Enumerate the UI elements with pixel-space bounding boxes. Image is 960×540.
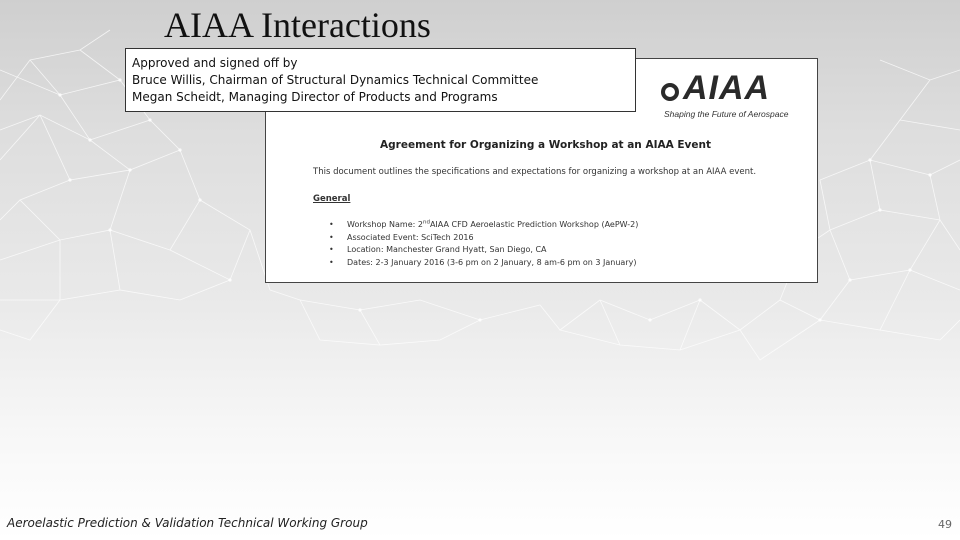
bullet-icon: •: [329, 232, 334, 242]
bullet-icon: •: [329, 257, 334, 267]
aiaa-logo-tagline: Shaping the Future of Aerospace: [664, 109, 789, 119]
footer-group-name: Aeroelastic Prediction & Validation Technical Working Group: [7, 516, 368, 530]
approval-callout: [125, 48, 636, 112]
approval-line-3: Megan Scheidt, Managing Director of Products and Programs: [132, 90, 498, 104]
page-number: 49: [938, 518, 952, 531]
list-item-location: • Location: Manchester Grand Hyatt, San Diego, CA: [329, 244, 638, 257]
list-item-dates: • Dates: 2-3 January 2016 (3-6 pm on 2 January, 8 am-6 pm on 3 January): [329, 257, 638, 270]
agreement-intro: This document outlines the specifications and expectations for organizing a workshop at an AIAA event.: [313, 167, 757, 177]
section-general: General: [313, 194, 351, 204]
aiaa-logo-ring-icon: [661, 83, 679, 101]
general-list: [329, 219, 638, 269]
list-item-workshop-name: • Workshop Name: 2ndAIAA CFD Aeroelastic Prediction Workshop (AePW-2): [329, 219, 638, 232]
approval-line-2: Bruce Willis, Chairman of Structural Dynamics Technical Committee: [132, 73, 539, 87]
list-item-associated-event: • Associated Event: SciTech 2016: [329, 232, 638, 245]
approval-line-1: Approved and signed off by: [132, 56, 298, 70]
bullet-icon: •: [329, 245, 334, 254]
bullet-icon: •: [329, 220, 334, 229]
slide-title: AIAA Interactions: [164, 5, 431, 45]
agreement-heading: Agreement for Organizing a Workshop at an AIAA Event: [380, 139, 712, 151]
aiaa-logo: [661, 69, 791, 121]
aiaa-logo-text: AIAA: [683, 69, 771, 107]
